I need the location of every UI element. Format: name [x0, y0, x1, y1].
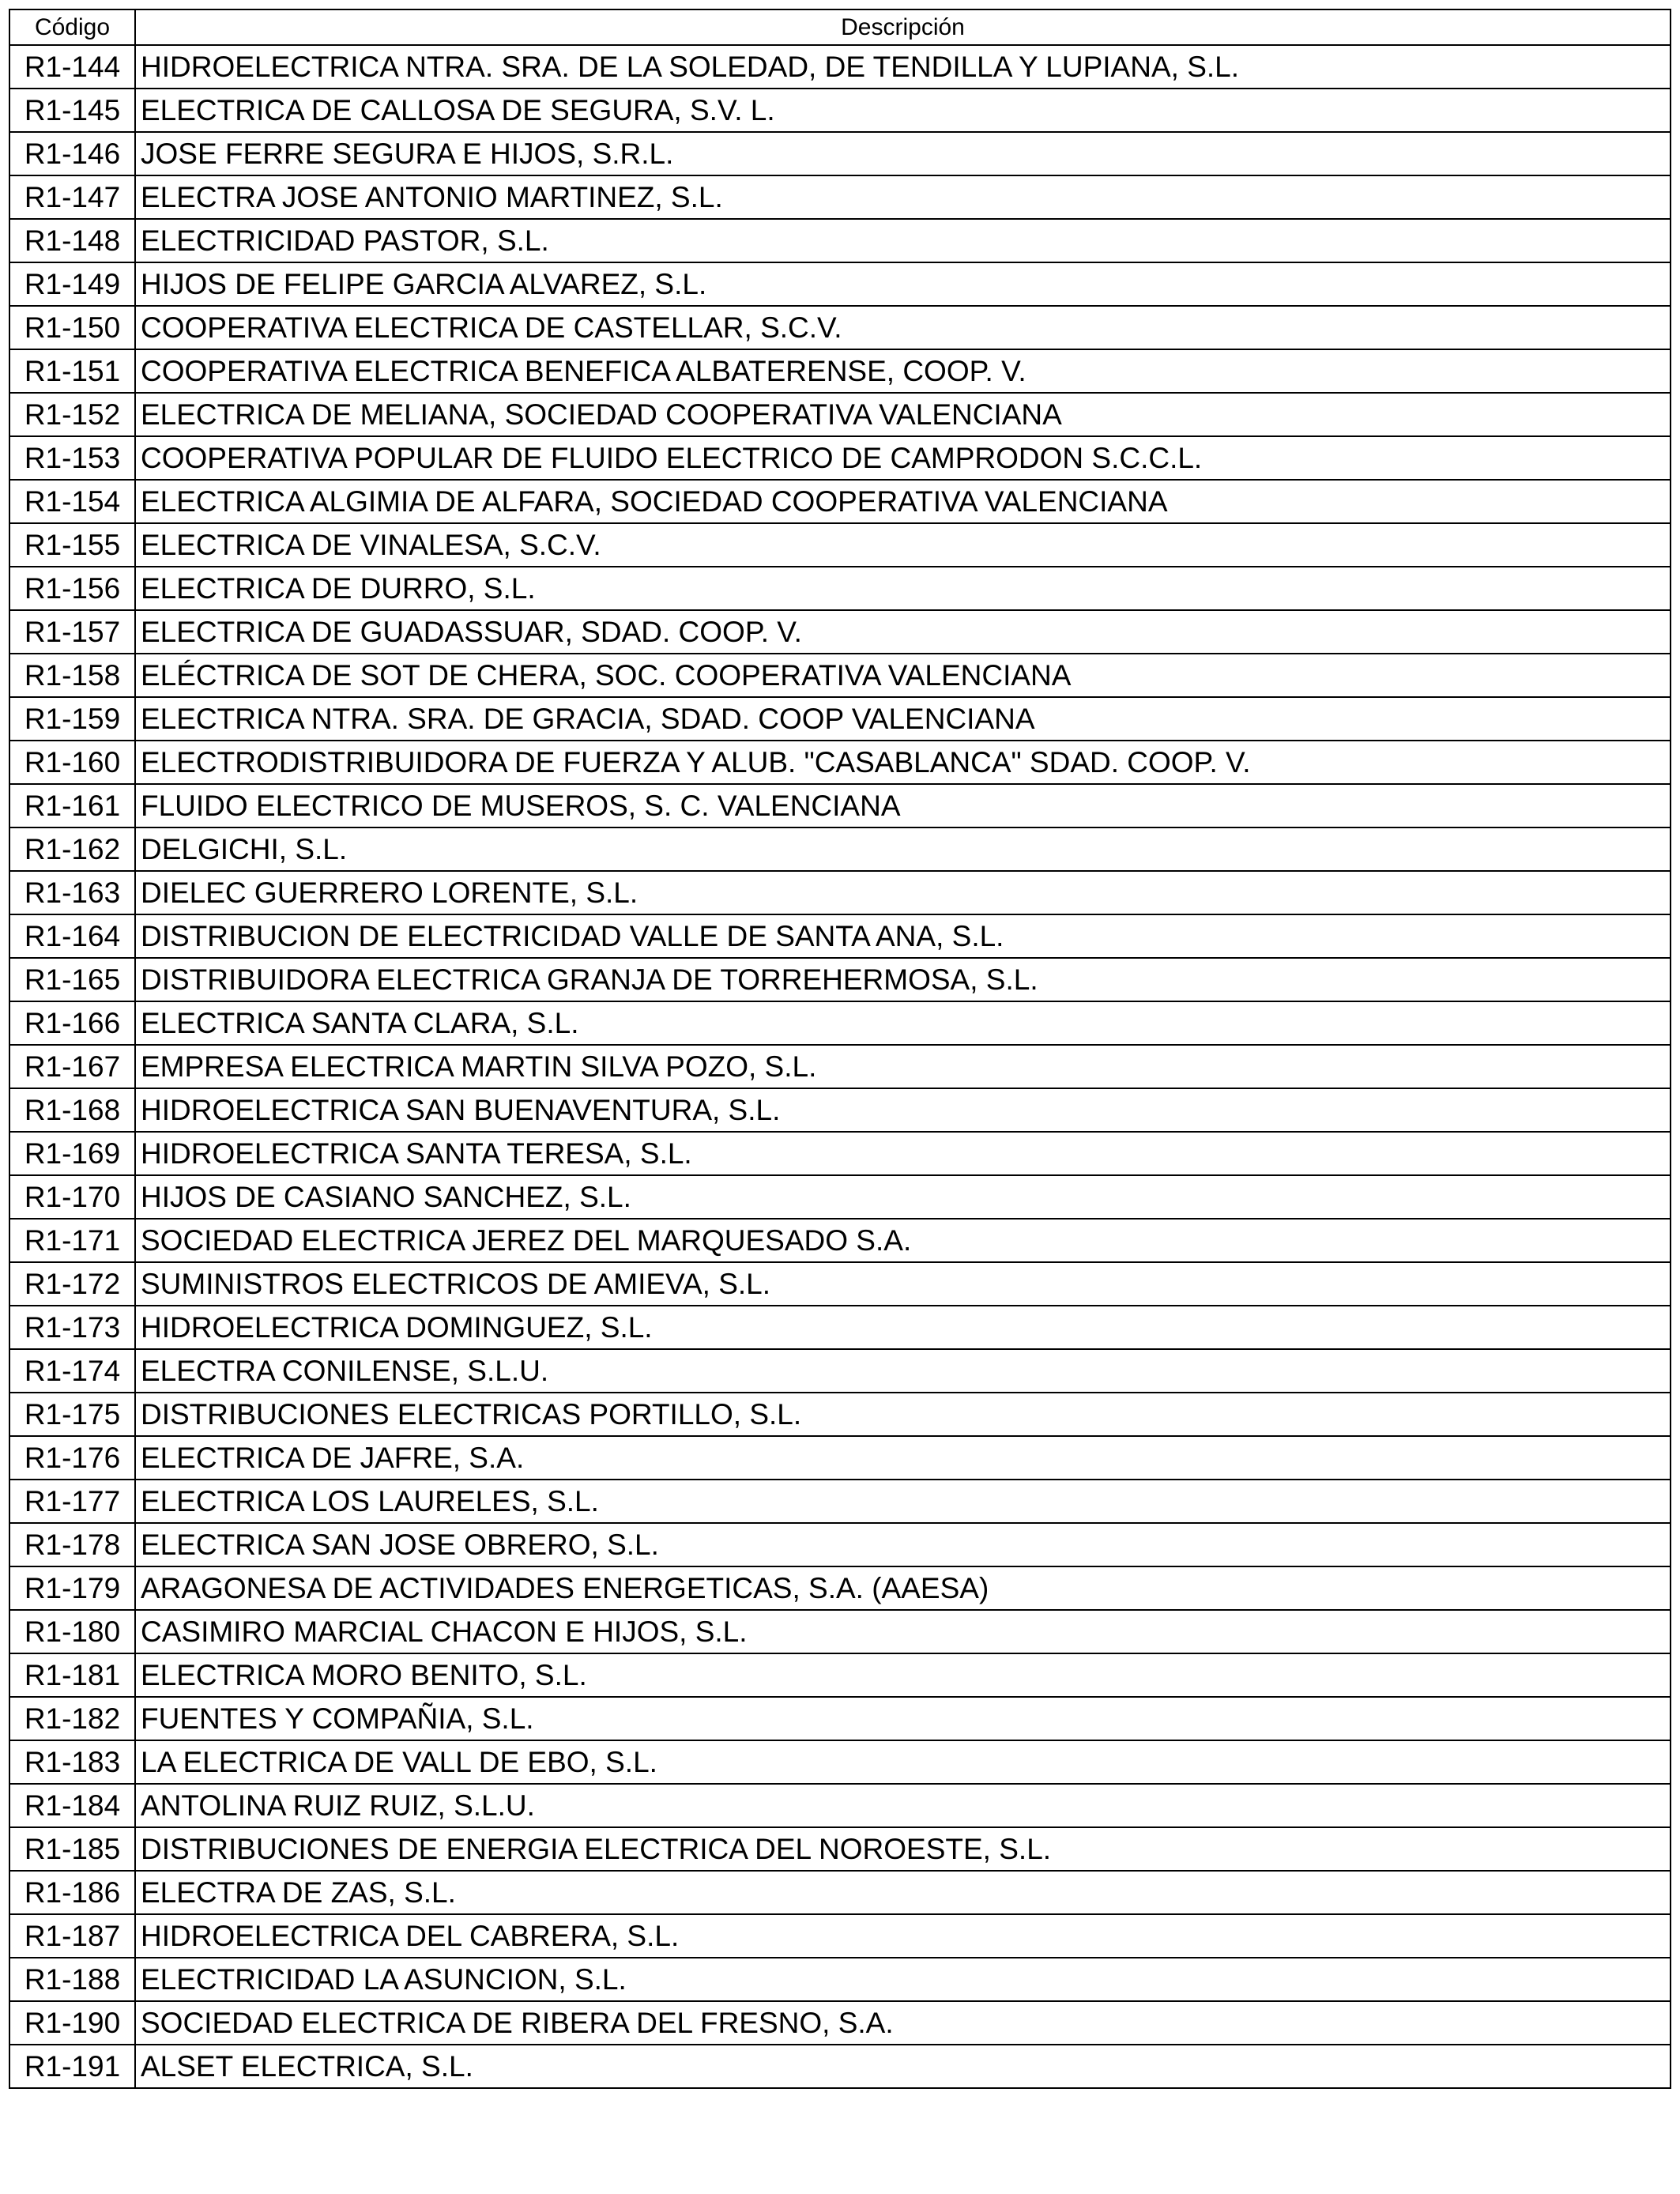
cell-description: LA ELECTRICA DE VALL DE EBO, S.L. — [135, 1740, 1671, 1784]
table-row — [9, 175, 1671, 219]
cell-description: HIJOS DE FELIPE GARCIA ALVAREZ, S.L. — [135, 262, 1671, 306]
cell-code: R1-165 — [9, 958, 135, 1001]
table-row — [9, 1436, 1671, 1480]
cell-code: R1-163 — [9, 871, 135, 914]
cell-code: R1-181 — [9, 1653, 135, 1697]
cell-description: DISTRIBUCIONES ELECTRICAS PORTILLO, S.L. — [135, 1393, 1671, 1436]
cell-code: R1-145 — [9, 89, 135, 132]
cell-description: ELECTRICA SANTA CLARA, S.L. — [135, 1001, 1671, 1045]
cell-code: R1-184 — [9, 1784, 135, 1827]
cell-code: R1-158 — [9, 654, 135, 697]
document-sheet — [9, 9, 1670, 2089]
cell-code: R1-175 — [9, 1393, 135, 1436]
cell-code: R1-179 — [9, 1566, 135, 1610]
cell-code: R1-182 — [9, 1697, 135, 1740]
table-row — [9, 871, 1671, 914]
cell-description: SOCIEDAD ELECTRICA DE RIBERA DEL FRESNO, S.A. — [135, 2001, 1671, 2045]
table-row — [9, 132, 1671, 175]
cell-description: ALSET ELECTRICA, S.L. — [135, 2045, 1671, 2088]
cell-description: ELÉCTRICA DE SOT DE CHERA, SOC. COOPERATIVA VALENCIANA — [135, 654, 1671, 697]
cell-description: HIDROELECTRICA NTRA. SRA. DE LA SOLEDAD, DE TENDILLA Y LUPIANA, S.L. — [135, 45, 1671, 89]
cell-description: HIDROELECTRICA SANTA TERESA, S.L. — [135, 1132, 1671, 1175]
cell-code: R1-164 — [9, 914, 135, 958]
cell-code: R1-186 — [9, 1871, 135, 1914]
cell-description: ELECTRA JOSE ANTONIO MARTINEZ, S.L. — [135, 175, 1671, 219]
table-row — [9, 349, 1671, 393]
cell-code: R1-147 — [9, 175, 135, 219]
table-row — [9, 219, 1671, 262]
table-row — [9, 2045, 1671, 2088]
cell-description: HIJOS DE CASIANO SANCHEZ, S.L. — [135, 1175, 1671, 1219]
cell-description: ELECTRODISTRIBUIDORA DE FUERZA Y ALUB. "CASABLANCA" SDAD. COOP. V. — [135, 741, 1671, 784]
table-row — [9, 1958, 1671, 2001]
cell-code: R1-152 — [9, 393, 135, 436]
table-row — [9, 1523, 1671, 1566]
cell-description: COOPERATIVA POPULAR DE FLUIDO ELECTRICO DE CAMPRODON S.C.C.L. — [135, 436, 1671, 480]
cell-description: COOPERATIVA ELECTRICA DE CASTELLAR, S.C.V. — [135, 306, 1671, 349]
cell-code: R1-169 — [9, 1132, 135, 1175]
cell-description: DISTRIBUCIONES DE ENERGIA ELECTRICA DEL NOROESTE, S.L. — [135, 1827, 1671, 1871]
table-row — [9, 1653, 1671, 1697]
table-row — [9, 1262, 1671, 1306]
table-header — [9, 9, 1671, 45]
table-row — [9, 1697, 1671, 1740]
table-row — [9, 1219, 1671, 1262]
table-row — [9, 393, 1671, 436]
cell-description: DELGICHI, S.L. — [135, 827, 1671, 871]
table-body — [9, 45, 1671, 2088]
cell-code: R1-148 — [9, 219, 135, 262]
cell-description: ELECTRICA ALGIMIA DE ALFARA, SOCIEDAD COOPERATIVA VALENCIANA — [135, 480, 1671, 523]
cell-code: R1-150 — [9, 306, 135, 349]
table-row — [9, 784, 1671, 827]
table-row — [9, 1001, 1671, 1045]
table-row — [9, 480, 1671, 523]
cell-code: R1-170 — [9, 1175, 135, 1219]
cell-description: ARAGONESA DE ACTIVIDADES ENERGETICAS, S.A. (AAESA) — [135, 1566, 1671, 1610]
table-row — [9, 1306, 1671, 1349]
cell-code: R1-167 — [9, 1045, 135, 1088]
table-row — [9, 1610, 1671, 1653]
cell-code: R1-166 — [9, 1001, 135, 1045]
cell-code: R1-146 — [9, 132, 135, 175]
table-row — [9, 1740, 1671, 1784]
cell-code: R1-157 — [9, 610, 135, 654]
cell-description: SUMINISTROS ELECTRICOS DE AMIEVA, S.L. — [135, 1262, 1671, 1306]
cell-code: R1-191 — [9, 2045, 135, 2088]
cell-description: CASIMIRO MARCIAL CHACON E HIJOS, S.L. — [135, 1610, 1671, 1653]
cell-code: R1-187 — [9, 1914, 135, 1958]
table-row — [9, 306, 1671, 349]
table-row — [9, 1871, 1671, 1914]
table-row — [9, 436, 1671, 480]
cell-description: HIDROELECTRICA DEL CABRERA, S.L. — [135, 1914, 1671, 1958]
cell-code: R1-151 — [9, 349, 135, 393]
table-row — [9, 1045, 1671, 1088]
table-row — [9, 1566, 1671, 1610]
distributor-table — [9, 9, 1671, 2089]
cell-description: DISTRIBUCION DE ELECTRICIDAD VALLE DE SANTA ANA, S.L. — [135, 914, 1671, 958]
table-row — [9, 1088, 1671, 1132]
cell-description: DIELEC GUERRERO LORENTE, S.L. — [135, 871, 1671, 914]
table-row — [9, 958, 1671, 1001]
cell-code: R1-180 — [9, 1610, 135, 1653]
table-row — [9, 262, 1671, 306]
table-row — [9, 1349, 1671, 1393]
column-header-description: Descripción — [135, 9, 1671, 45]
cell-description: EMPRESA ELECTRICA MARTIN SILVA POZO, S.L. — [135, 1045, 1671, 1088]
cell-code: R1-185 — [9, 1827, 135, 1871]
table-row — [9, 610, 1671, 654]
cell-description: ELECTRICA DE GUADASSUAR, SDAD. COOP. V. — [135, 610, 1671, 654]
cell-code: R1-160 — [9, 741, 135, 784]
cell-description: SOCIEDAD ELECTRICA JEREZ DEL MARQUESADO S.A. — [135, 1219, 1671, 1262]
cell-description: ELECTRICA SAN JOSE OBRERO, S.L. — [135, 1523, 1671, 1566]
cell-description: ANTOLINA RUIZ RUIZ, S.L.U. — [135, 1784, 1671, 1827]
table-row — [9, 567, 1671, 610]
cell-description: ELECTRICA DE VINALESA, S.C.V. — [135, 523, 1671, 567]
cell-code: R1-162 — [9, 827, 135, 871]
table-row — [9, 523, 1671, 567]
table-row — [9, 45, 1671, 89]
cell-code: R1-159 — [9, 697, 135, 741]
cell-code: R1-171 — [9, 1219, 135, 1262]
cell-description: HIDROELECTRICA SAN BUENAVENTURA, S.L. — [135, 1088, 1671, 1132]
cell-description: ELECTRICIDAD LA ASUNCION, S.L. — [135, 1958, 1671, 2001]
table-row — [9, 1914, 1671, 1958]
cell-description: ELECTRICA NTRA. SRA. DE GRACIA, SDAD. COOP VALENCIANA — [135, 697, 1671, 741]
cell-code: R1-144 — [9, 45, 135, 89]
cell-description: ELECTRA CONILENSE, S.L.U. — [135, 1349, 1671, 1393]
cell-description: ELECTRICA DE JAFRE, S.A. — [135, 1436, 1671, 1480]
cell-code: R1-161 — [9, 784, 135, 827]
cell-code: R1-178 — [9, 1523, 135, 1566]
table-row — [9, 697, 1671, 741]
cell-description: JOSE FERRE SEGURA E HIJOS, S.R.L. — [135, 132, 1671, 175]
column-header-code: Código — [9, 9, 135, 45]
cell-code: R1-174 — [9, 1349, 135, 1393]
cell-code: R1-173 — [9, 1306, 135, 1349]
table-row — [9, 1175, 1671, 1219]
cell-description: ELECTRICA LOS LAURELES, S.L. — [135, 1480, 1671, 1523]
cell-description: ELECTRICIDAD PASTOR, S.L. — [135, 219, 1671, 262]
table-row — [9, 1784, 1671, 1827]
cell-code: R1-153 — [9, 436, 135, 480]
cell-description: DISTRIBUIDORA ELECTRICA GRANJA DE TORREHERMOSA, S.L. — [135, 958, 1671, 1001]
table-row — [9, 1393, 1671, 1436]
cell-code: R1-177 — [9, 1480, 135, 1523]
cell-code: R1-190 — [9, 2001, 135, 2045]
table-row — [9, 741, 1671, 784]
cell-code: R1-183 — [9, 1740, 135, 1784]
table-row — [9, 2001, 1671, 2045]
cell-description: FLUIDO ELECTRICO DE MUSEROS, S. C. VALENCIANA — [135, 784, 1671, 827]
cell-code: R1-188 — [9, 1958, 135, 2001]
cell-code: R1-149 — [9, 262, 135, 306]
cell-code: R1-155 — [9, 523, 135, 567]
table-row — [9, 89, 1671, 132]
table-row — [9, 1480, 1671, 1523]
header-row — [9, 9, 1671, 45]
cell-code: R1-154 — [9, 480, 135, 523]
table-row — [9, 654, 1671, 697]
cell-description: ELECTRA DE ZAS, S.L. — [135, 1871, 1671, 1914]
cell-description: ELECTRICA DE MELIANA, SOCIEDAD COOPERATIVA VALENCIANA — [135, 393, 1671, 436]
cell-description: HIDROELECTRICA DOMINGUEZ, S.L. — [135, 1306, 1671, 1349]
cell-code: R1-168 — [9, 1088, 135, 1132]
cell-description: ELECTRICA MORO BENITO, S.L. — [135, 1653, 1671, 1697]
cell-description: ELECTRICA DE CALLOSA DE SEGURA, S.V. L. — [135, 89, 1671, 132]
cell-description: ELECTRICA DE DURRO, S.L. — [135, 567, 1671, 610]
cell-code: R1-172 — [9, 1262, 135, 1306]
table-row — [9, 827, 1671, 871]
cell-description: FUENTES Y COMPAÑIA, S.L. — [135, 1697, 1671, 1740]
cell-code: R1-156 — [9, 567, 135, 610]
cell-description: COOPERATIVA ELECTRICA BENEFICA ALBATERENSE, COOP. V. — [135, 349, 1671, 393]
table-row — [9, 914, 1671, 958]
table-row — [9, 1827, 1671, 1871]
cell-code: R1-176 — [9, 1436, 135, 1480]
table-row — [9, 1132, 1671, 1175]
